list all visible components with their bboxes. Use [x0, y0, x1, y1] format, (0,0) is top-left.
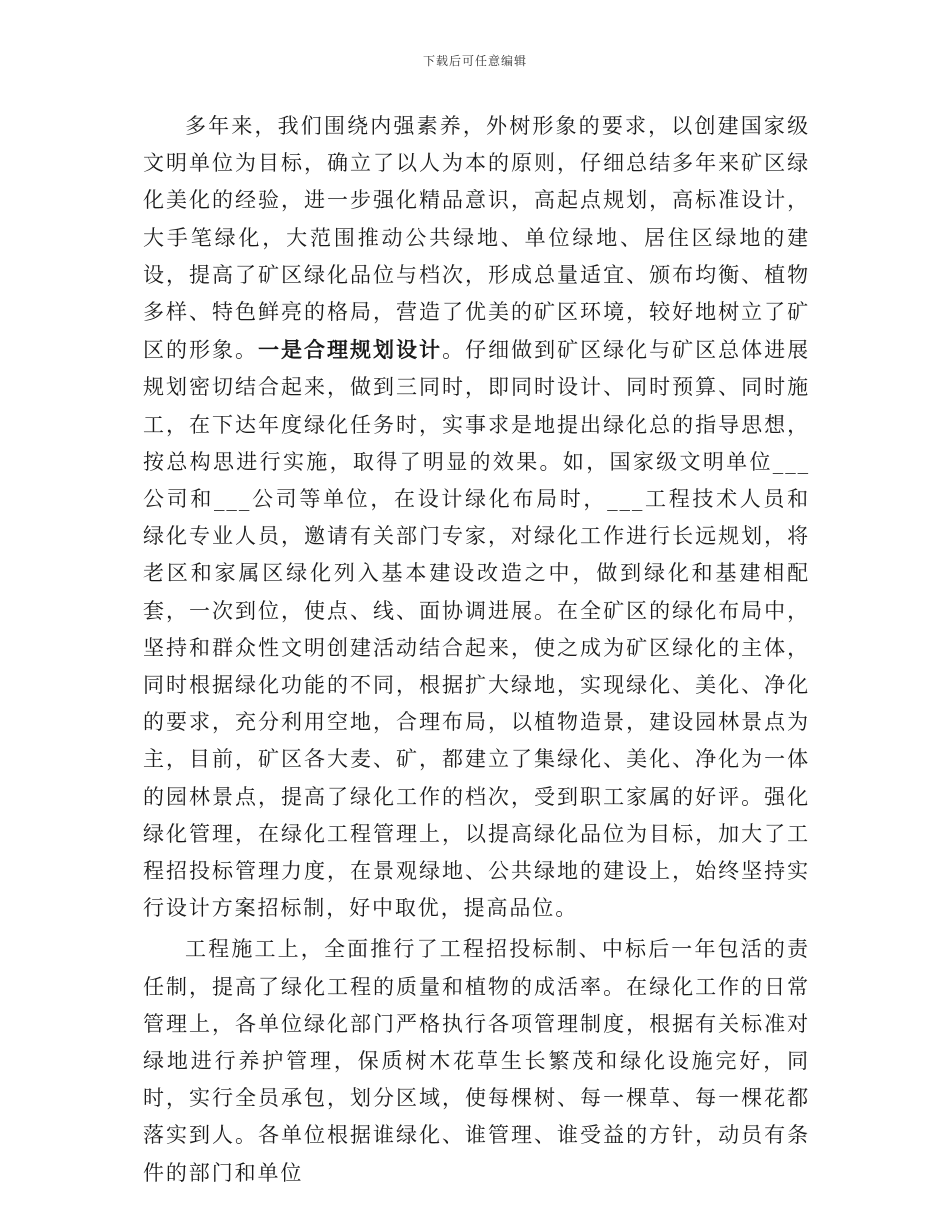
paragraph-1-bold-heading: 一是合理规划设计 [258, 337, 443, 363]
paragraph-2: 工程施工上，全面推行了工程招投标制、中标后一年包活的责任制，提高了绿化工程的质量和植物的成活率。在绿化工作的日常管理上，各单位绿化部门严格执行各项管理制度，根据有关标准对绿地进行养护管理，保质树木花草生长繁茂和绿化设施完好，同时，实行全员承包，划分区域，使每棵树、每一棵草、每一棵花都落实到人。各单位根据谁绿化、谁管理、谁受益的方针，动员有条件的部门和单位 [143, 937, 810, 1185]
paragraph-1-text: 多年来，我们围绕内强素养，外树形象的要求，以创建国家级文明单位为目标，确立了以人为本的原则，仔细总结多年来矿区绿化美化的经验，进一步强化精品意识，高起点规划，高标准设计，大手笔绿化，大范围推动公共绿地、单位绿地、居住区绿地的建设，提高了矿区绿化品位与档次，形成总量适宜、颁布均衡、植物多样、特色鲜亮的格局，营造了优美的矿区环境，较好地树立了矿区的形象。 [143, 114, 810, 363]
page-header: 下载后可任意编辑 [422, 54, 527, 68]
paragraph-1-text-continued: 。仔细做到矿区绿化与矿区总体进展规划密切结合起来，做到三同时，即同时设计、同时预算、同时施工，在下达年度绿化任务时，实事求是地提出绿化总的指导思想，按总构思进行实施，取得了明显的效果。如，国家级文明单位___公司和___公司等单位，在设计绿化布局时，___工程技术人员和绿化专业人员，邀请有关部门专家，对绿化工作进行长远规划，将老区和家属区绿化列入基本建设改造之中，做到绿化和基建相配套，一次到位，使点、线、面协调进展。在全矿区的绿化布局中，坚持和群众性文明创建活动结合起来，使之成为矿区绿化的主体，同时根据绿化功能的不同，根据扩大绿地，实现绿化、美化、净化的要求，充分利用空地，合理布局，以植物造景，建设园林景点为主，目前，矿区各大麦、矿，都建立了集绿化、美化、净化为一体的园林景点，提高了绿化工作的档次，受到职工家属的好评。强化绿化管理，在绿化工程管理上，以提高绿化品位为目标，加大了工程招投标管理力度，在景观绿地、公共绿地的建设上，始终坚持实行设计方案招标制，好中取优，提高品位。 [143, 338, 811, 921]
paragraph-1 [143, 108, 810, 927]
document-body [143, 108, 810, 1192]
